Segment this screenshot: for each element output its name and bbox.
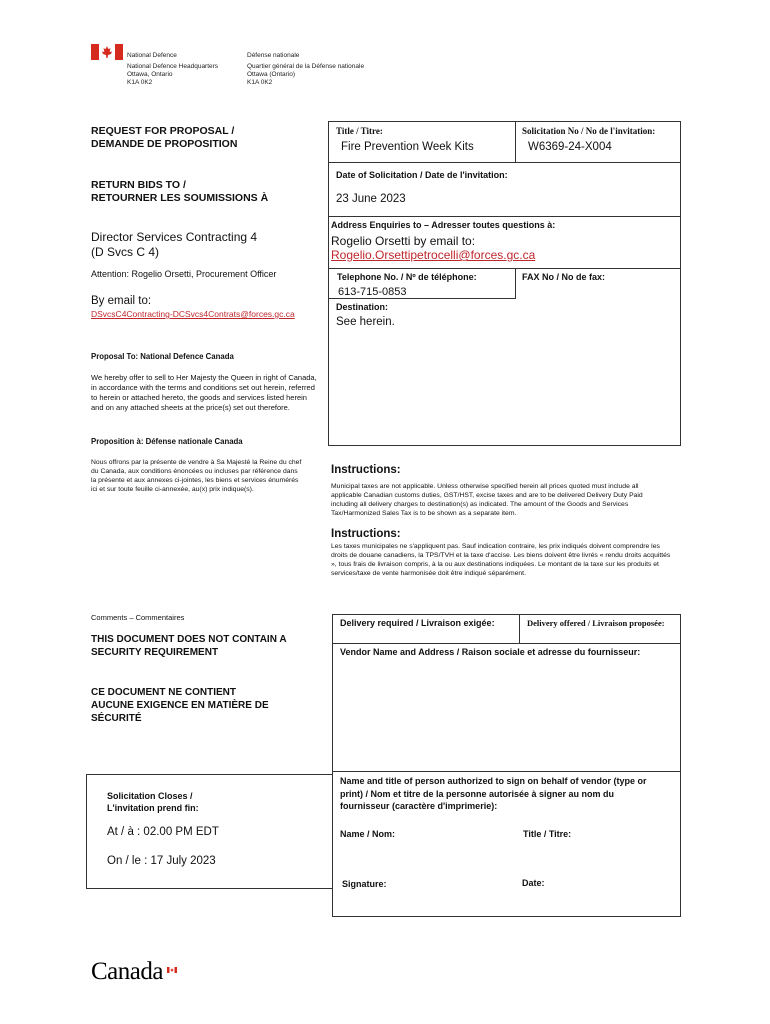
security-fr-line3: SÉCURITÉ xyxy=(91,713,142,724)
vendor-name-address-label: Vendor Name and Address / Raison sociale et adresse du fournisseur: xyxy=(340,647,641,657)
offer-text-fr: Nous offrons par la présente de vendre à Sa Majesté la Reine du chef du Canada, aux conditions énoncées ou incluses par référence dans la présente et aux annexes ci-jointes, les biens et services énumérés ici et sur toute feuille ci-annexée, au(x) prix indique(s). xyxy=(91,459,302,493)
header-en xyxy=(127,52,242,87)
proposition-a-label: Proposition à: Défense nationale Canada xyxy=(91,437,243,446)
attention-line: Attention: Rogelio Orsetti, Procurement Officer xyxy=(91,269,277,279)
director-block xyxy=(91,230,257,260)
security-fr-line2: AUCUNE EXIGENCE EN MATIÈRE DE xyxy=(91,700,269,711)
divider xyxy=(332,643,681,644)
header-fr xyxy=(247,52,417,87)
enquiries-label: Address Enquiries to – Adresser toutes questions à: xyxy=(331,220,556,230)
date-label: Date: xyxy=(522,878,545,888)
divider xyxy=(328,162,681,163)
header-fr-city: Ottawa (Ontario) xyxy=(247,71,296,78)
solicitation-no-value: W6369-24-X004 xyxy=(528,141,612,153)
header-en-hq: National Defence Headquarters xyxy=(127,63,219,70)
security-statement-fr xyxy=(91,686,269,725)
header-en-postal: K1A 0K2 xyxy=(127,79,153,86)
security-fr-line1: CE DOCUMENT NE CONTIENT xyxy=(91,687,236,698)
by-email-label: By email to: xyxy=(91,295,152,307)
return-bids-fr: RETOURNER LES SOUMISSIONS À xyxy=(91,192,269,204)
divider xyxy=(515,268,516,298)
title-value: Fire Prevention Week Kits xyxy=(341,141,474,153)
closes-label-en: Solicitation Closes / xyxy=(107,791,193,801)
instructions-fr-title: Instructions: xyxy=(331,528,401,540)
header-fr-postal: K1A 0K2 xyxy=(247,79,273,86)
phone-value: 613-715-0853 xyxy=(338,286,407,298)
divider xyxy=(328,268,681,269)
rfp-title xyxy=(91,125,237,151)
solicitation-no-label: Solicitation No / No de l'invitation: xyxy=(522,126,656,136)
proposal-to-label: Proposal To: National Defence Canada xyxy=(91,352,234,361)
authorized-person-label: Name and title of person authorized to sign on behalf of vendor (type or print) / Nom et titre de la personne autorisée à signer au nom du fournisseur (caractère d'imprimerie): xyxy=(340,776,647,811)
divider xyxy=(328,216,681,217)
solicitation-closes-label xyxy=(107,790,199,814)
director-name: Director Services Contracting 4 xyxy=(91,230,258,244)
security-en-line1: THIS DOCUMENT DOES NOT CONTAIN A xyxy=(91,634,287,645)
bid-email-link[interactable]: DSvcsC4Contracting-DCSvcs4Contrats@forces.gc.ca xyxy=(91,309,295,319)
signature-label: Signature: xyxy=(342,879,387,889)
return-bids xyxy=(91,179,268,205)
wordmark-flag-icon xyxy=(167,960,177,966)
delivery-offered-label: Delivery offered / Livraison proposée: xyxy=(527,618,665,628)
closing-time: At / à : 02.00 PM EDT xyxy=(107,826,219,838)
solicitation-date-value: 23 June 2023 xyxy=(336,193,406,205)
delivery-required-label: Delivery required / Livraison exigée: xyxy=(340,618,495,628)
destination-value: See herein. xyxy=(336,316,395,328)
vendor-form xyxy=(332,614,681,917)
rfp-title-en: REQUEST FOR PROPOSAL / xyxy=(91,125,235,137)
security-en-line2: SECURITY REQUIREMENT xyxy=(91,647,219,658)
instructions-en-title: Instructions: xyxy=(331,464,401,476)
canada-wordmark-text: Canada xyxy=(91,958,163,985)
divider xyxy=(328,298,516,299)
header-fr-hq: Quartier général de la Défense nationale xyxy=(247,63,365,70)
header-fr-dept: Défense nationale xyxy=(247,52,300,59)
canada-flag-icon xyxy=(91,44,123,60)
title-label-2: Title / Titre: xyxy=(523,829,572,839)
header-en-dept: National Defence xyxy=(127,52,177,59)
director-code: (D Svcs C 4) xyxy=(91,245,160,259)
closing-date: On / le : 17 July 2023 xyxy=(107,855,216,867)
enquiries-email-link[interactable]: Rogelio.Orsettipetrocelli@forces.gc.ca xyxy=(331,248,536,262)
enquiries-name: Rogelio Orsetti by email to: xyxy=(331,234,476,248)
title-label: Title / Titre: xyxy=(336,126,383,136)
divider xyxy=(332,771,681,772)
closes-label-fr: L'invitation prend fin: xyxy=(107,803,199,813)
comments-label: Comments – Commentaires xyxy=(91,613,185,622)
fax-label: FAX No / No de fax: xyxy=(522,272,606,282)
solicitation-date-label: Date of Solicitation / Date de l'invitation: xyxy=(336,170,508,180)
divider xyxy=(515,121,516,162)
destination-label: Destination: xyxy=(336,302,389,312)
canada-wordmark xyxy=(91,958,181,990)
name-label: Name / Nom: xyxy=(340,829,396,839)
instructions-fr-body: Les taxes municipales ne s'appliquent pas. Sauf indication contraire, les prix indiqués doivent comprendre les droits de douane canadiens, la TPS/TVH et la taxe d'accise. Les biens doivent être livrés « rendu droits acquittés », tous frais de livraison compris, à la ou aux destinations indiquées. Le montant de la taxe sur les produits et services/taxe de vente harmonisée doit être indiqué séparément. xyxy=(331,543,671,577)
header-en-city: Ottawa, Ontario xyxy=(127,71,173,78)
rfp-title-fr: DEMANDE DE PROPOSITION xyxy=(91,138,238,150)
instructions-en-body: Municipal taxes are not applicable. Unless otherwise specified herein all prices quoted must include all applicable Canadian customs duties, GST/HST, excise taxes and are to be delivered Delivery Duty Paid including all delivery charges to destination(s) as indicated. The amount of the Goods and Services Tax/Harmonized Sales Tax is to be shown as a separate item. xyxy=(331,483,643,517)
divider xyxy=(519,614,520,643)
security-statement-en xyxy=(91,633,287,659)
phone-label: Telephone No. / Nº de téléphone: xyxy=(337,272,477,282)
offer-text-en: We hereby offer to sell to Her Majesty the Queen in right of Canada, in accordance with the terms and conditions set out herein, referred to herein or attached hereto, the goods and services listed herein and on any attached sheets at the price(s) set out therefore. xyxy=(91,373,317,412)
return-bids-en: RETURN BIDS TO / xyxy=(91,179,186,191)
